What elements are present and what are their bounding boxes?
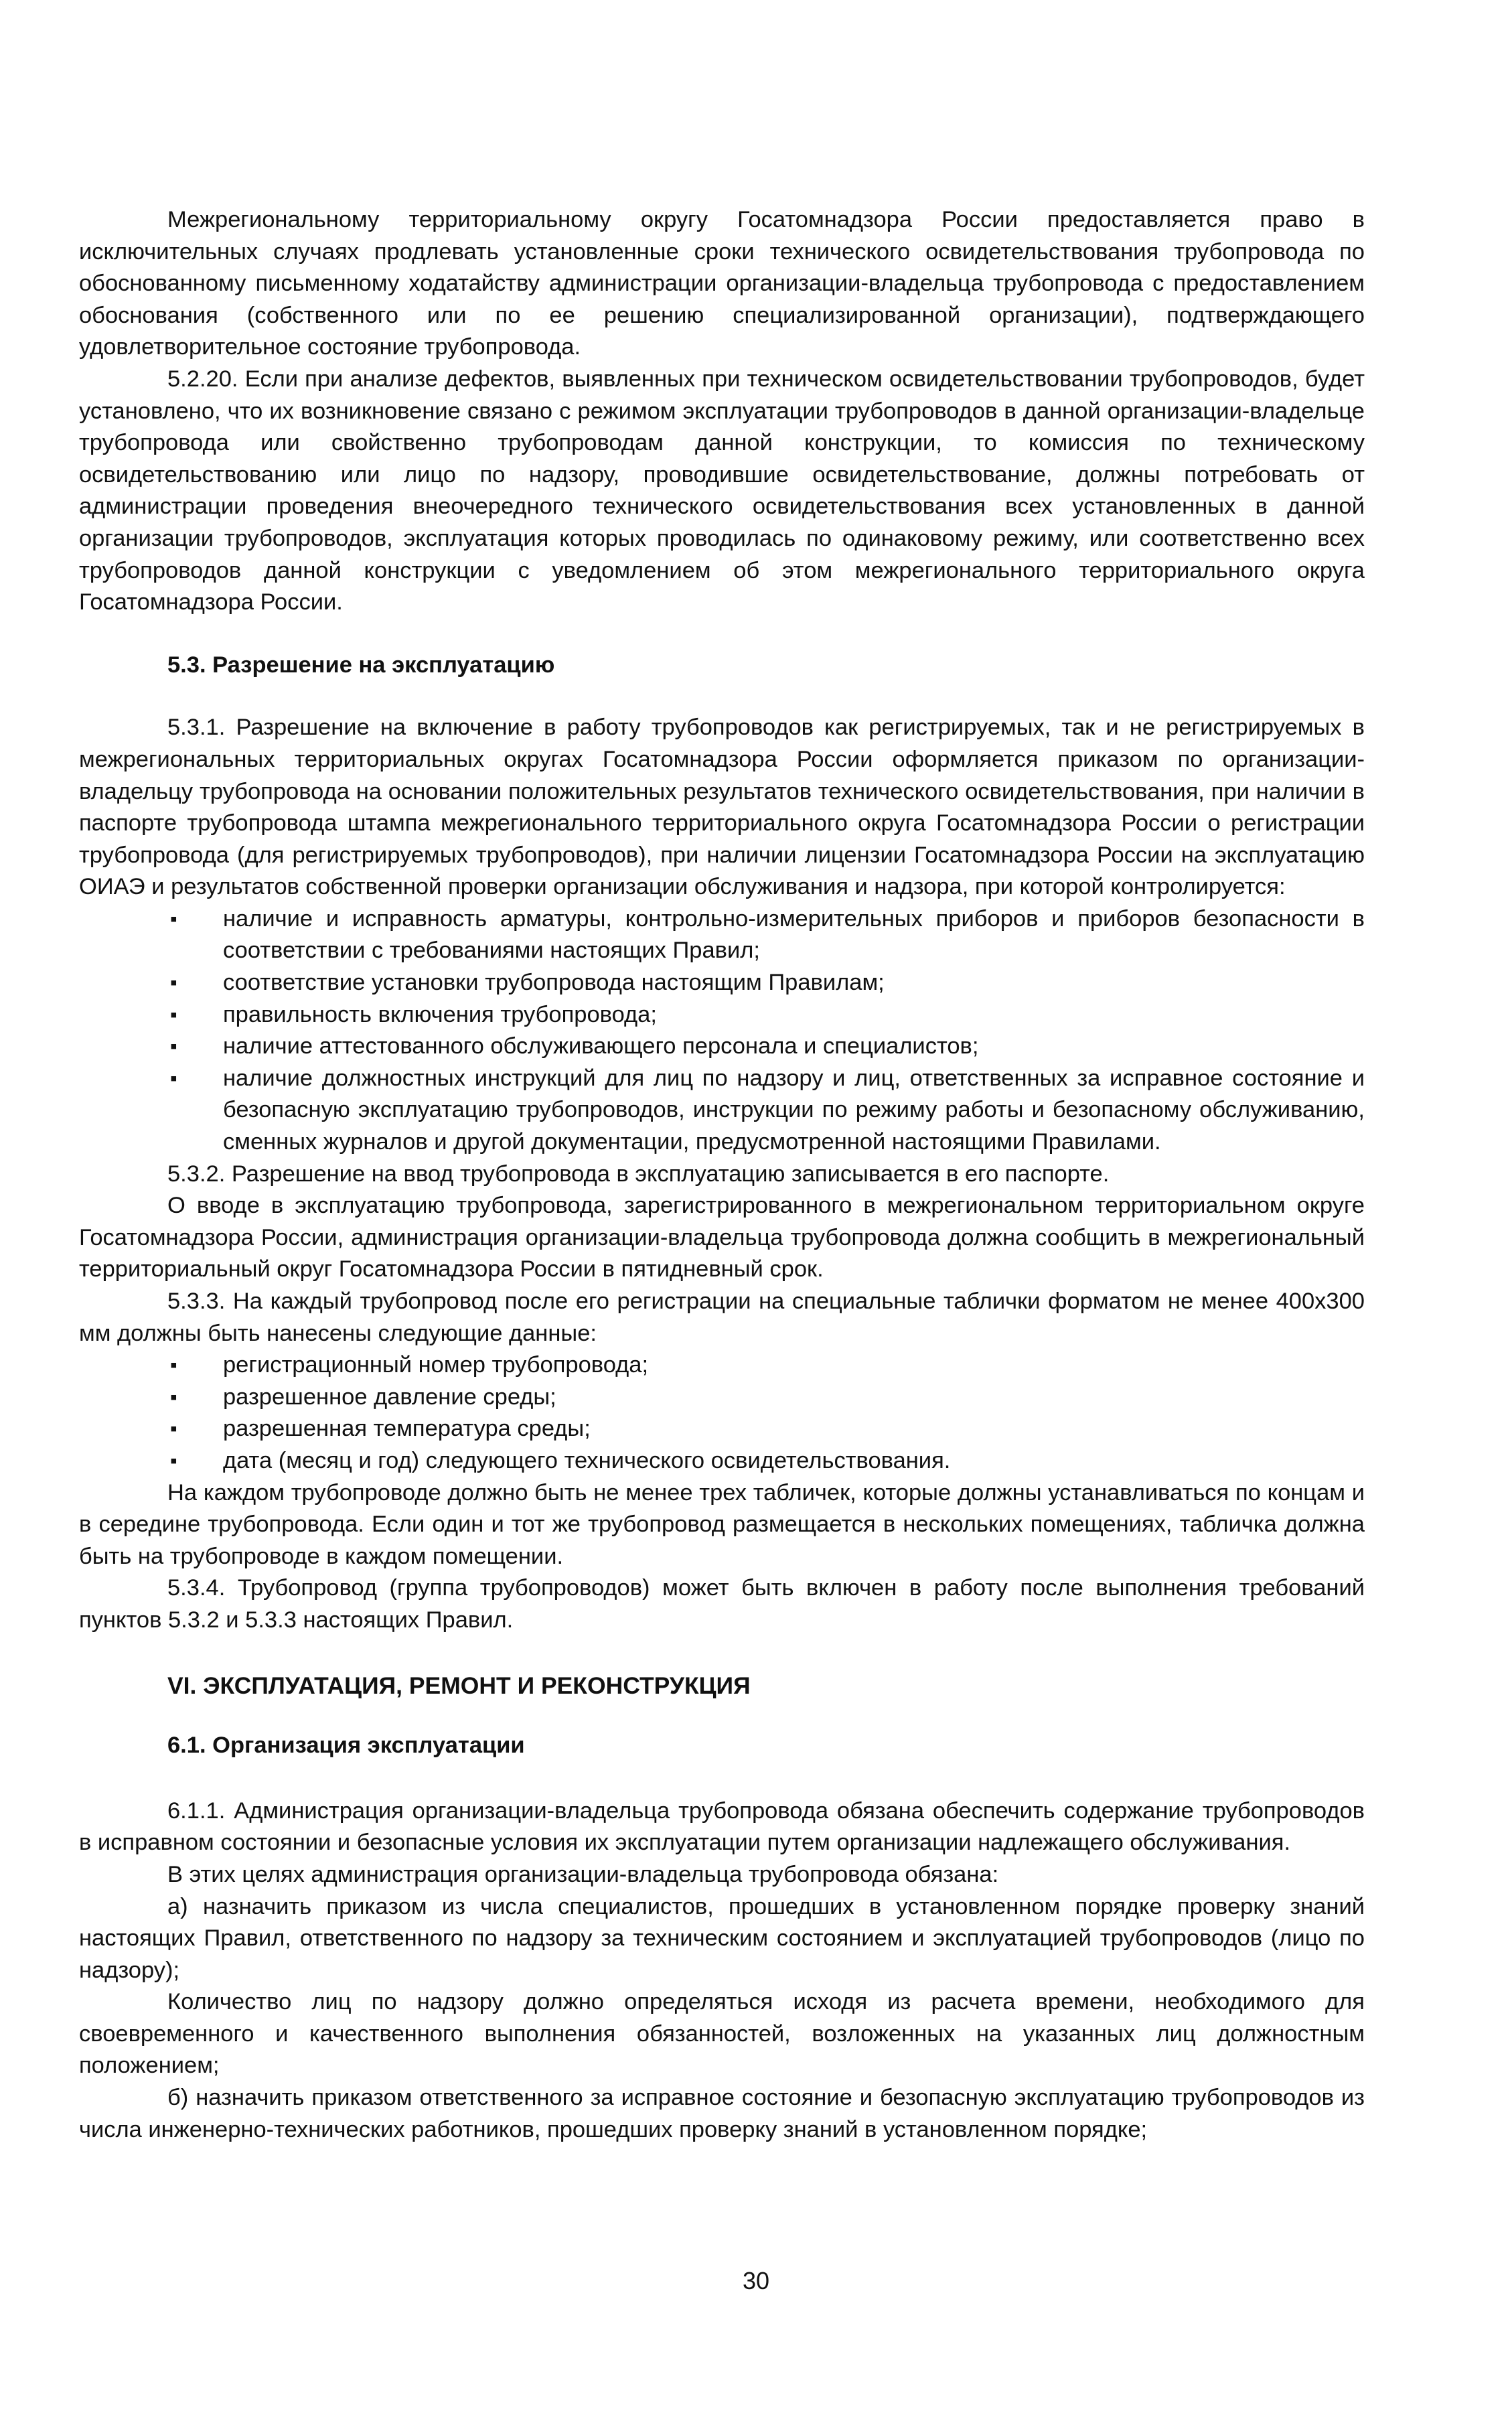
paragraph: 5.3.4. Трубопровод (группа трубопроводов) может быть включен в работу после выполнения требований пунктов 5.3.2 и 5.3.3 настоящих Правил. xyxy=(79,1575,1365,1633)
paragraph: 6.1.1. Администрация организации-владельца трубопровода обязана обеспечить содержание трубопроводов в исправном состоянии и безопасные условия их эксплуатации путем организации надлежащего обслуживания. xyxy=(79,1797,1365,1856)
bullet-list xyxy=(79,1349,1365,1477)
paragraph: 5.3.3. На каждый трубопровод после его регистрации на специальные таблички форматом не менее 400х300 мм должны быть нанесены следующие данные: xyxy=(79,1289,1365,1346)
paragraph: б) назначить приказом ответственного за исправное состояние и безопасную эксплуатацию трубопроводов из числа инженерно-технических работников, прошедших проверку знаний в установленном порядке; xyxy=(79,2085,1365,2142)
list-item: ▪ соответствие установки трубопровода настоящим Правилам; xyxy=(223,967,1365,999)
paragraph: В этих целях администрация организации-владельца трубопровода обязана: xyxy=(167,1861,999,1887)
page-number: 30 xyxy=(742,2267,770,2294)
document-body xyxy=(79,204,1365,2146)
list-item: ▪ правильность включения трубопровода; xyxy=(223,999,1365,1031)
paragraph: Количество лиц по надзору должно определяться исходя из расчета времени, необходимого для своевременного и качественного выполнения обязанностей, возложенных на указанных лиц должностным положением; xyxy=(79,1989,1365,2079)
list-item: ▪ регистрационный номер трубопровода; xyxy=(223,1349,1365,1382)
list-item: ▪ дата (месяц и год) следующего технического освидетельствования. xyxy=(223,1445,1365,1477)
paragraph: а) назначить приказом из числа специалистов, прошедших в установленном порядке проверку знаний настоящих Правил, ответственного по надзору за техническим состоянием и эксплуатацией трубопроводов (лицо по надзору); xyxy=(79,1893,1365,1983)
paragraph: На каждом трубопроводе должно быть не менее трех табличек, которые должны устанавливаться по концам и в середине трубопровода. Если один и тот же трубопровод размещается в нескольких помещениях, табличка должна быть на трубопроводе в каждом помещении. xyxy=(79,1479,1365,1569)
list-item: ▪ наличие аттестованного обслуживающего персонала и специалистов; xyxy=(223,1031,1365,1063)
list-item: ▪ разрешенное давление среды; xyxy=(223,1382,1365,1414)
section-heading: 5.3. Разрешение на эксплуатацию xyxy=(167,652,555,678)
list-item: ▪ наличие и исправность арматуры, контрольно-измерительных приборов и приборов безопасности в соответствии с требованиями настоящих Правил; xyxy=(223,903,1365,967)
paragraph: 5.3.2. Разрешение на ввод трубопровода в эксплуатацию записывается в его паспорте. xyxy=(167,1161,1110,1187)
section-heading: 6.1. Организация эксплуатации xyxy=(167,1733,525,1759)
bullet-list xyxy=(79,903,1365,1159)
list-item: ▪ разрешенная температура среды; xyxy=(223,1413,1365,1445)
paragraph: 5.3.1. Разрешение на включение в работу трубопроводов как регистрируемых, так и не регистрируемых в межрегиональных территориальных округах Госатомнадзора России оформляется приказом по организации-владельцу трубопровода на основании положительных результатов технического освидетельствования, при наличии в паспорте трубопровода штампа межрегионального территориального округа Госатомнадзора России о регистрации трубопровода (для регистрируемых трубопроводов), при наличии лицензии Госатомнадзора России на эксплуатацию ОИАЭ и результатов собственной проверки организации обслуживания и надзора, при которой контролируется: xyxy=(79,715,1365,900)
paragraph: О вводе в эксплуатацию трубопровода, зарегистрированного в межрегиональном территориальном округе Госатомнадзора России, администрация организации-владельца трубопровода должна сообщить в межрегиональный территориальный округ Госатомнадзора России в пятидневный срок. xyxy=(79,1193,1365,1282)
list-item: ▪ наличие должностных инструкций для лиц по надзору и лиц, ответственных за исправное состояние и безопасную эксплуатацию трубопроводов, инструкции по режиму работы и безопасному обслуживанию, сменных журналов и другой документации, предусмотренной настоящими Правилами. xyxy=(223,1063,1365,1159)
paragraph: 5.2.20. Если при анализе дефектов, выявленных при техническом освидетельствовании трубопроводов, будет установлено, что их возникновение связано с режимом эксплуатации трубопроводов в данной организации-владельце трубопровода или свойственно трубопроводам данной конструкции, то комиссия по техническому освидетельствованию или лицо по надзору, проводившие освидетельствование, должны потребовать от администрации проведения внеочередного технического освидетельствования всех установленных в данной организации трубопроводов, эксплуатация которых проводилась по одинаковому режиму, или соответственно всех трубопроводов данной конструкции с уведомлением об этом межрегионального территориального округа Госатомнадзора России. xyxy=(79,366,1365,615)
chapter-heading: VI. ЭКСПЛУАТАЦИЯ, РЕМОНТ И РЕКОНСТРУКЦИЯ xyxy=(167,1672,751,1699)
paragraph: Межрегиональному территориальному округу Госатомнадзора России предоставляется право в исключительных случаях продлевать установленные сроки технического освидетельствования трубопровода по обоснованному письменному ходатайству администрации организации-владельца трубопровода с предоставлением обоснования (собственного или по ее решению специализированной организации), подтверждающего удовлетворительное состояние трубопровода. xyxy=(79,207,1365,360)
